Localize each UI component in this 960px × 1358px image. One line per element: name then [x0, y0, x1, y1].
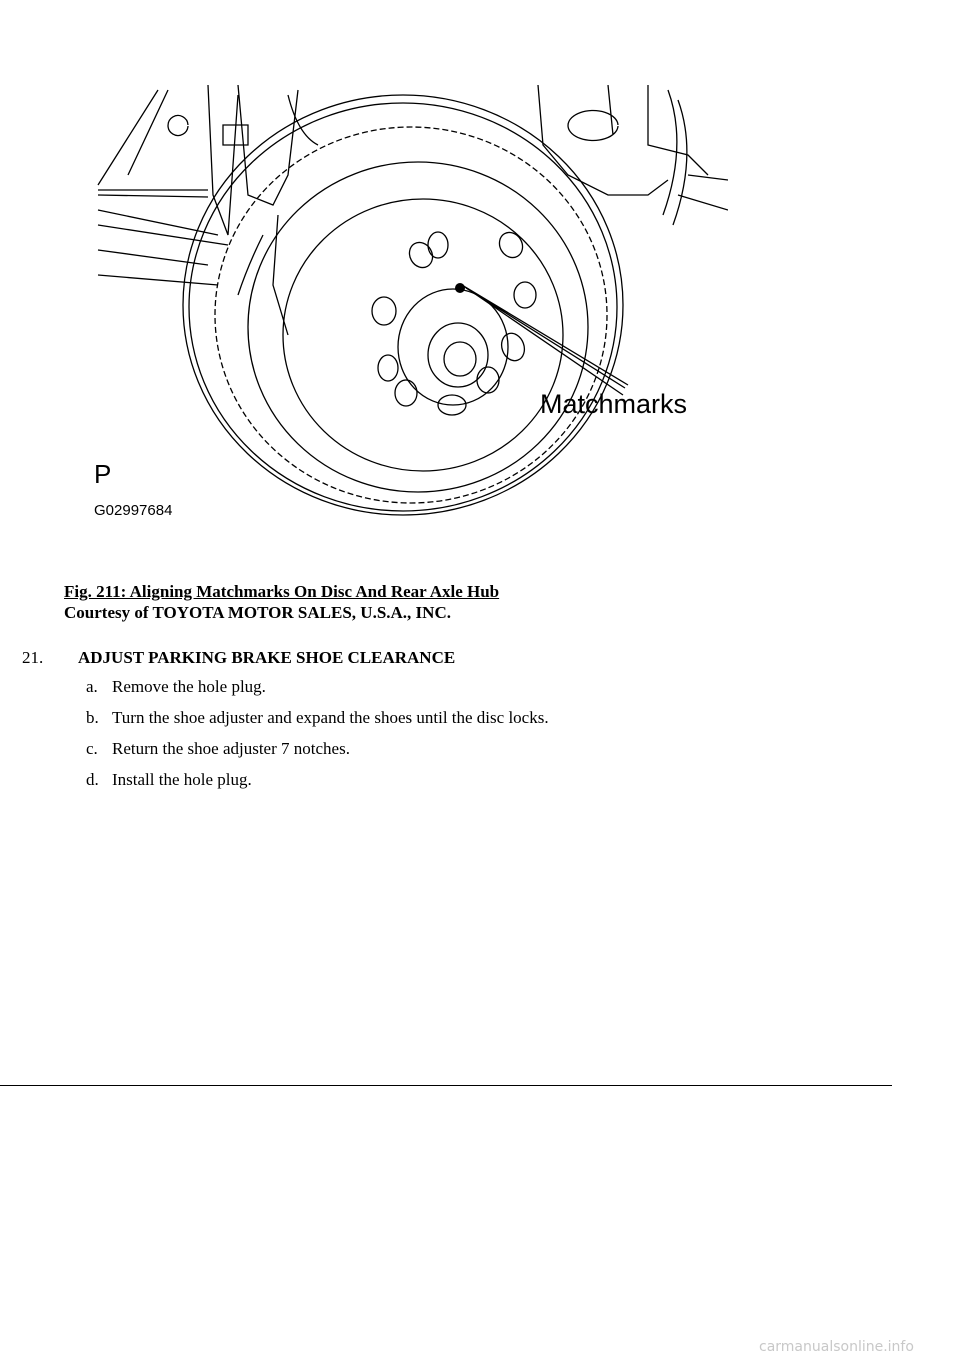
procedure-step — [22, 647, 455, 668]
brake-disc-illustration — [88, 85, 728, 525]
substep-item — [86, 676, 549, 707]
matchmark-dot — [455, 283, 465, 293]
substep-item — [86, 738, 549, 769]
substep-text: Turn the shoe adjuster and expand the shoes until the disc locks. — [112, 708, 549, 727]
substep-letter: b. — [86, 708, 99, 727]
step-heading: ADJUST PARKING BRAKE SHOE CLEARANCE — [78, 648, 456, 667]
step-number: 21. — [22, 648, 44, 667]
substep-letter: a. — [86, 677, 98, 696]
disc-line-drawing — [88, 85, 728, 525]
substep-item — [86, 707, 549, 738]
substep-letter: c. — [86, 739, 98, 758]
substep-letter: d. — [86, 770, 99, 789]
substep-text: Remove the hole plug. — [112, 677, 266, 696]
figure-credit: Courtesy of TOYOTA MOTOR SALES, U.S.A., INC. — [64, 603, 451, 622]
substep-text: Install the hole plug. — [112, 770, 252, 789]
figure-caption — [64, 581, 499, 623]
figure-code-label: G02997684 — [94, 502, 173, 519]
matchmarks-label: Matchmarks — [540, 389, 688, 419]
view-letter-label: P — [94, 459, 112, 489]
page-divider — [0, 1085, 892, 1086]
substep-text: Return the shoe adjuster 7 notches. — [112, 739, 350, 758]
substep-item — [86, 769, 549, 800]
site-watermark: carmanualsonline.info — [759, 1339, 914, 1355]
figure-title: Fig. 211: Aligning Matchmarks On Disc And Rear Axle Hub — [64, 582, 500, 601]
substep-list — [86, 676, 549, 800]
